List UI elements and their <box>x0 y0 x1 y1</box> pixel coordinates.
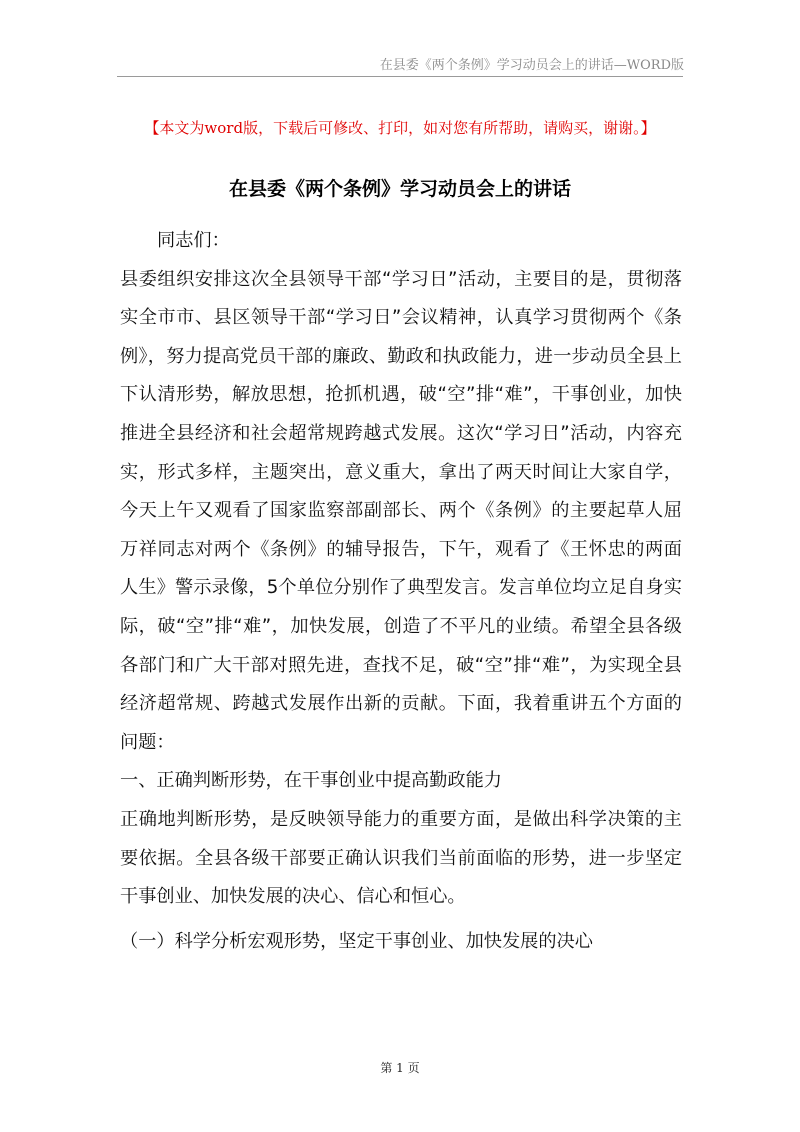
subsection-heading: （一）科学分析宏观形势，坚定干事创业、加快发展的决心 <box>120 930 593 952</box>
section-heading: 一、正确判断形势，在干事创业中提高勤政能力 <box>120 770 502 792</box>
paragraph-intro: 县委组织安排这次全县领导干部“学习日”活动，主要目的是，贯彻落实全市市、县区领导干部“学习日”会议精神，认真学习贯彻两个《条例》，努力提高党员干部的廉政、勤政和执政能力，进一步动员全县上下认清形势，解放思想，抢抓机遇，破“空”排“难”，干事创业，加快推进全县经济和社会超常规跨越式发展。这次“学习日”活动，内容充实，形式多样，主题突出，意义重大，拿出了两天时间让大家自学，今天上午又观看了国家监察部副部长、两个《条例》的主要起草人屈万祥同志对两个《条例》的辅导报告，下午，观看了《王怀忠的两面人生》警示录像，5个单位分别作了典型发言。发言单位均立足自身实际，破“空”排“难”，加快发展，创造了不平凡的业绩。希望全县各级各部门和广大干部对照先进，查找不足，破“空”排“难”，为实现全县经济超常规、跨越式发展作出新的贡献。下面，我着重讲五个方面的问题： <box>120 268 682 753</box>
document-title: 在县委《两个条例》学习动员会上的讲话 <box>228 178 571 200</box>
paragraph-situation: 正确地判断形势，是反映领导能力的重要方面，是做出科学决策的主要依据。全县各级干部要正确认识我们当前面临的形势，进一步坚定干事创业、加快发展的决心、信心和恒心。 <box>120 808 682 908</box>
header-divider <box>117 76 683 77</box>
salutation: 同志们： <box>157 230 230 251</box>
page-number: 第 1 页 <box>380 1061 420 1075</box>
download-notice: 【本文为word版，下载后可修改、打印，如对您有所帮助，请购买，谢谢。】 <box>144 119 656 137</box>
document-body <box>120 222 682 961</box>
running-header: 在县委《两个条例》学习动员会上的讲话—WORD版 <box>379 58 684 73</box>
